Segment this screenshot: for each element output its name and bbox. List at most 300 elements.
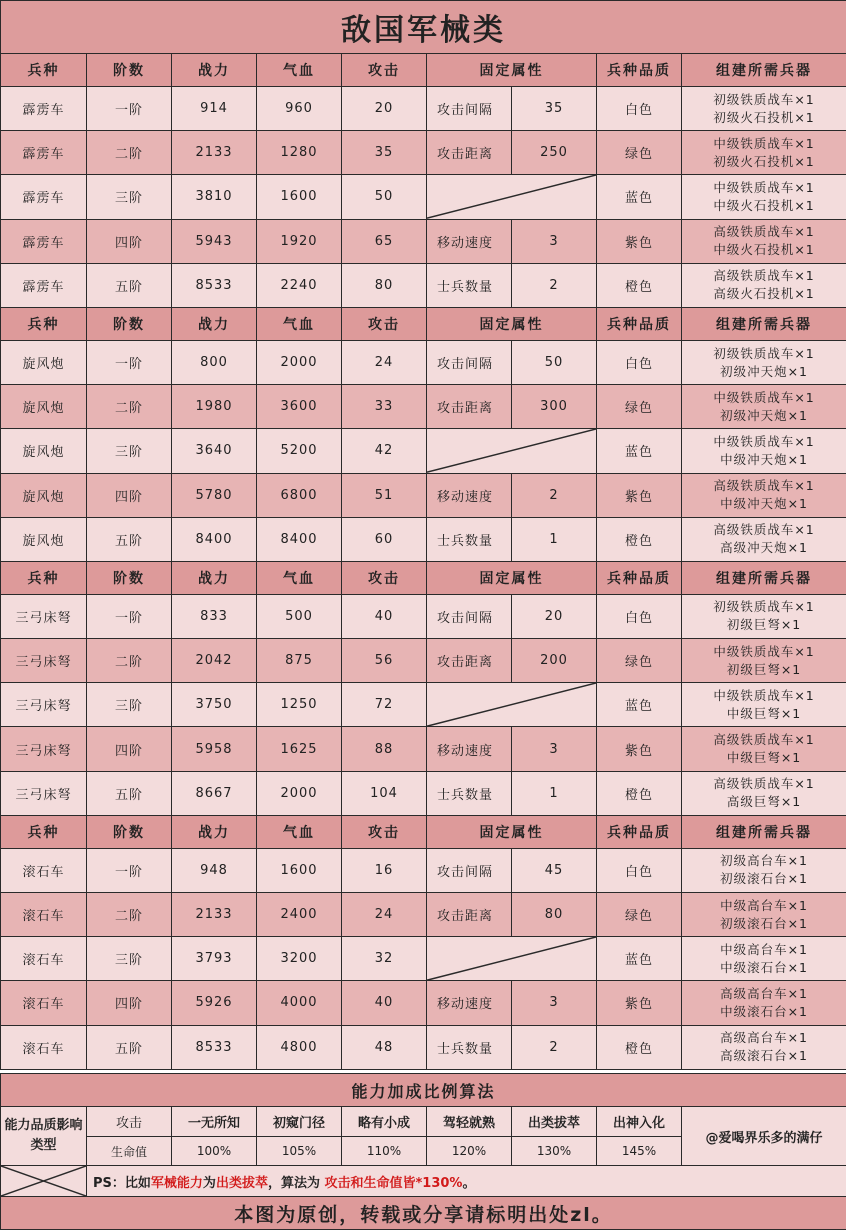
header-power: 战力 — [172, 815, 257, 848]
hp: 5200 — [257, 429, 342, 473]
required-weapons — [682, 517, 846, 561]
author-tag: @爱喝界乐多的满仔 — [682, 1107, 846, 1166]
hp: 2400 — [257, 893, 342, 937]
attack: 104 — [342, 771, 427, 815]
tier: 二阶 — [87, 385, 172, 429]
header-required-weapons: 组建所需兵器 — [682, 815, 846, 848]
ps-text-4: 。 — [462, 1176, 475, 1191]
table-row — [1, 219, 846, 263]
attr-value: 2 — [512, 263, 597, 307]
header-power: 战力 — [172, 307, 257, 340]
quality: 橙色 — [597, 263, 682, 307]
table-row — [1, 771, 846, 815]
quality: 绿色 — [597, 893, 682, 937]
hp-label: 生命值 — [87, 1137, 172, 1166]
attack: 40 — [342, 981, 427, 1025]
attr-name: 移动速度 — [427, 981, 512, 1025]
diagonal-line — [427, 937, 596, 980]
attack: 51 — [342, 473, 427, 517]
table-row — [1, 429, 846, 473]
required-weapon-2: 初级冲天炮×1 — [682, 407, 846, 425]
required-weapons — [682, 473, 846, 517]
ps-text-3: ，算法为 — [268, 1176, 325, 1191]
required-weapon-2: 初级滚石台×1 — [682, 870, 846, 888]
required-weapon-2: 中级滚石台×1 — [682, 959, 846, 977]
unit-name: 滚石车 — [1, 981, 87, 1025]
percent-1: 100% — [172, 1137, 257, 1166]
hp: 1600 — [257, 848, 342, 892]
required-weapon-1: 中级铁质战车×1 — [682, 643, 846, 661]
header-attack: 攻击 — [342, 561, 427, 594]
attr-name: 移动速度 — [427, 219, 512, 263]
power: 948 — [172, 848, 257, 892]
required-weapons — [682, 937, 846, 981]
required-weapon-1: 中级铁质战车×1 — [682, 179, 846, 197]
empty-attr-cell — [427, 937, 597, 981]
required-weapons — [682, 385, 846, 429]
hp: 960 — [257, 87, 342, 131]
header-tier: 阶数 — [87, 54, 172, 87]
required-weapons — [682, 219, 846, 263]
ps-highlight-formula: 攻击和生命值皆*130% — [324, 1176, 462, 1191]
atk-label: 攻击 — [87, 1107, 172, 1137]
required-weapons — [682, 594, 846, 638]
header-fixed-attr: 固定属性 — [427, 815, 597, 848]
percent-2: 105% — [257, 1137, 342, 1166]
attr-value: 35 — [512, 87, 597, 131]
unit-name: 旋风炮 — [1, 517, 87, 561]
attr-value: 3 — [512, 219, 597, 263]
attack: 80 — [342, 263, 427, 307]
power: 8533 — [172, 263, 257, 307]
tier: 三阶 — [87, 683, 172, 727]
required-weapon-1: 高级铁质战车×1 — [682, 731, 846, 749]
hp: 4000 — [257, 981, 342, 1025]
hp: 1280 — [257, 131, 342, 175]
ability-calc-table — [0, 1073, 846, 1230]
header-tier: 阶数 — [87, 307, 172, 340]
header-hp: 气血 — [257, 307, 342, 340]
header-unit: 兵种 — [1, 561, 87, 594]
attr-name: 攻击间隔 — [427, 594, 512, 638]
percent-6: 145% — [597, 1137, 682, 1166]
ps-highlight-ability: 军械能力 — [151, 1176, 203, 1191]
attack: 40 — [342, 594, 427, 638]
required-weapons — [682, 1025, 846, 1069]
attr-name: 移动速度 — [427, 473, 512, 517]
header-hp: 气血 — [257, 815, 342, 848]
ps-text-1: PS：比如 — [93, 1176, 151, 1191]
attr-name: 士兵数量 — [427, 263, 512, 307]
table-row — [1, 131, 846, 175]
attr-value: 250 — [512, 131, 597, 175]
power: 5926 — [172, 981, 257, 1025]
required-weapon-1: 中级高台车×1 — [682, 897, 846, 915]
attr-name: 攻击间隔 — [427, 848, 512, 892]
table-row — [1, 848, 846, 892]
header-required-weapons: 组建所需兵器 — [682, 561, 846, 594]
header-fixed-attr: 固定属性 — [427, 54, 597, 87]
unit-name: 滚石车 — [1, 848, 87, 892]
required-weapons — [682, 639, 846, 683]
power: 2133 — [172, 131, 257, 175]
level-2: 初窥门径 — [257, 1107, 342, 1137]
quality: 绿色 — [597, 639, 682, 683]
quality: 绿色 — [597, 131, 682, 175]
power: 8667 — [172, 771, 257, 815]
level-6: 出神入化 — [597, 1107, 682, 1137]
power: 5958 — [172, 727, 257, 771]
attr-value: 80 — [512, 893, 597, 937]
attr-name: 攻击间隔 — [427, 87, 512, 131]
hp: 875 — [257, 639, 342, 683]
attr-name: 士兵数量 — [427, 771, 512, 815]
tier: 一阶 — [87, 848, 172, 892]
level-1: 一无所知 — [172, 1107, 257, 1137]
unit-name: 三弓床弩 — [1, 594, 87, 638]
required-weapon-1: 中级铁质战车×1 — [682, 687, 846, 705]
table-row — [1, 87, 846, 131]
power: 3640 — [172, 429, 257, 473]
attr-name: 移动速度 — [427, 727, 512, 771]
power: 800 — [172, 340, 257, 384]
tier: 五阶 — [87, 1025, 172, 1069]
header-fixed-attr: 固定属性 — [427, 561, 597, 594]
header-power: 战力 — [172, 561, 257, 594]
tier: 一阶 — [87, 87, 172, 131]
power: 8400 — [172, 517, 257, 561]
required-weapon-2: 初级巨弩×1 — [682, 661, 846, 679]
tier: 四阶 — [87, 981, 172, 1025]
attack: 35 — [342, 131, 427, 175]
attack: 88 — [342, 727, 427, 771]
quality: 紫色 — [597, 219, 682, 263]
attack: 48 — [342, 1025, 427, 1069]
header-unit: 兵种 — [1, 815, 87, 848]
power: 1980 — [172, 385, 257, 429]
required-weapons — [682, 175, 846, 219]
table-row — [1, 937, 846, 981]
table-row — [1, 594, 846, 638]
cross-lines — [1, 1166, 86, 1196]
level-3: 略有小成 — [342, 1107, 427, 1137]
attr-value: 3 — [512, 727, 597, 771]
attr-value: 45 — [512, 848, 597, 892]
unit-name: 霹雳车 — [1, 87, 87, 131]
quality: 绿色 — [597, 385, 682, 429]
attr-name: 攻击距离 — [427, 131, 512, 175]
hp: 2240 — [257, 263, 342, 307]
required-weapon-2: 中级火石投机×1 — [682, 197, 846, 215]
quality: 橙色 — [597, 771, 682, 815]
tier: 五阶 — [87, 263, 172, 307]
tier: 四阶 — [87, 473, 172, 517]
unit-name: 三弓床弩 — [1, 639, 87, 683]
tier: 三阶 — [87, 175, 172, 219]
type-label: 能力品质影响类型 — [1, 1107, 87, 1166]
quality: 蓝色 — [597, 937, 682, 981]
quality: 紫色 — [597, 981, 682, 1025]
required-weapon-1: 高级铁质战车×1 — [682, 521, 846, 539]
power: 2042 — [172, 639, 257, 683]
required-weapon-2: 初级巨弩×1 — [682, 616, 846, 634]
required-weapon-1: 高级高台车×1 — [682, 985, 846, 1003]
table-row — [1, 639, 846, 683]
attack: 20 — [342, 87, 427, 131]
hp: 500 — [257, 594, 342, 638]
unit-name: 三弓床弩 — [1, 771, 87, 815]
header-quality: 兵种品质 — [597, 561, 682, 594]
unit-name: 霹雳车 — [1, 131, 87, 175]
level-4: 驾轻就熟 — [427, 1107, 512, 1137]
power: 914 — [172, 87, 257, 131]
power: 8533 — [172, 1025, 257, 1069]
header-quality: 兵种品质 — [597, 815, 682, 848]
attack: 42 — [342, 429, 427, 473]
attr-name: 攻击距离 — [427, 639, 512, 683]
diagonal-line — [427, 429, 596, 472]
power: 3750 — [172, 683, 257, 727]
attack: 24 — [342, 893, 427, 937]
header-unit: 兵种 — [1, 54, 87, 87]
required-weapon-1: 初级高台车×1 — [682, 852, 846, 870]
tier: 二阶 — [87, 131, 172, 175]
required-weapons — [682, 87, 846, 131]
unit-name: 滚石车 — [1, 893, 87, 937]
attack: 32 — [342, 937, 427, 981]
attack: 72 — [342, 683, 427, 727]
hp: 1250 — [257, 683, 342, 727]
header-attack: 攻击 — [342, 54, 427, 87]
required-weapon-1: 初级铁质战车×1 — [682, 91, 846, 109]
required-weapon-1: 中级铁质战车×1 — [682, 433, 846, 451]
unit-name: 旋风炮 — [1, 473, 87, 517]
header-hp: 气血 — [257, 561, 342, 594]
attr-name: 攻击间隔 — [427, 340, 512, 384]
footer-note: 本图为原创，转载或分享请标明出处zl。 — [1, 1197, 846, 1230]
required-weapon-2: 中级火石投机×1 — [682, 241, 846, 259]
quality: 白色 — [597, 594, 682, 638]
attr-value: 200 — [512, 639, 597, 683]
quality: 蓝色 — [597, 175, 682, 219]
page-title: 敌国军械类 — [1, 1, 846, 54]
required-weapons — [682, 771, 846, 815]
unit-name: 滚石车 — [1, 1025, 87, 1069]
ps-note — [87, 1166, 846, 1197]
required-weapons — [682, 131, 846, 175]
percent-3: 110% — [342, 1137, 427, 1166]
required-weapon-2: 中级巨弩×1 — [682, 749, 846, 767]
power: 3793 — [172, 937, 257, 981]
table-row — [1, 517, 846, 561]
quality: 白色 — [597, 87, 682, 131]
table-row — [1, 340, 846, 384]
power: 2133 — [172, 893, 257, 937]
tier: 一阶 — [87, 594, 172, 638]
empty-cross-cell — [1, 1166, 87, 1197]
unit-name: 三弓床弩 — [1, 683, 87, 727]
attr-value: 2 — [512, 473, 597, 517]
attack: 56 — [342, 639, 427, 683]
required-weapon-2: 中级冲天炮×1 — [682, 495, 846, 513]
attr-value: 50 — [512, 340, 597, 384]
attr-name: 攻击距离 — [427, 893, 512, 937]
quality: 白色 — [597, 340, 682, 384]
required-weapon-1: 中级铁质战车×1 — [682, 389, 846, 407]
required-weapons — [682, 727, 846, 771]
required-weapon-1: 初级铁质战车×1 — [682, 345, 846, 363]
attr-name: 攻击距离 — [427, 385, 512, 429]
hp: 4800 — [257, 1025, 342, 1069]
header-fixed-attr: 固定属性 — [427, 307, 597, 340]
header-power: 战力 — [172, 54, 257, 87]
header-tier: 阶数 — [87, 561, 172, 594]
hp: 6800 — [257, 473, 342, 517]
attr-name: 士兵数量 — [427, 1025, 512, 1069]
attr-value: 1 — [512, 517, 597, 561]
required-weapon-2: 中级冲天炮×1 — [682, 451, 846, 469]
header-unit: 兵种 — [1, 307, 87, 340]
required-weapons — [682, 340, 846, 384]
table-row — [1, 175, 846, 219]
header-quality: 兵种品质 — [597, 307, 682, 340]
tier: 五阶 — [87, 517, 172, 561]
attr-value: 20 — [512, 594, 597, 638]
empty-attr-cell — [427, 683, 597, 727]
quality: 橙色 — [597, 1025, 682, 1069]
tier: 二阶 — [87, 893, 172, 937]
header-hp: 气血 — [257, 54, 342, 87]
power: 5943 — [172, 219, 257, 263]
required-weapons — [682, 981, 846, 1025]
attr-value: 1 — [512, 771, 597, 815]
attack: 16 — [342, 848, 427, 892]
required-weapon-2: 初级火石投机×1 — [682, 153, 846, 171]
attack: 60 — [342, 517, 427, 561]
required-weapon-1: 高级铁质战车×1 — [682, 775, 846, 793]
tier: 二阶 — [87, 639, 172, 683]
required-weapon-2: 初级冲天炮×1 — [682, 363, 846, 381]
hp: 3200 — [257, 937, 342, 981]
attack: 24 — [342, 340, 427, 384]
quality: 蓝色 — [597, 429, 682, 473]
unit-name: 旋风炮 — [1, 340, 87, 384]
header-required-weapons: 组建所需兵器 — [682, 307, 846, 340]
table-row — [1, 981, 846, 1025]
attack: 33 — [342, 385, 427, 429]
required-weapon-1: 高级高台车×1 — [682, 1029, 846, 1047]
table-row — [1, 727, 846, 771]
header-required-weapons: 组建所需兵器 — [682, 54, 846, 87]
quality: 紫色 — [597, 727, 682, 771]
ps-highlight-level: 出类拔萃 — [216, 1176, 268, 1191]
required-weapon-1: 初级铁质战车×1 — [682, 598, 846, 616]
level-5: 出类拔萃 — [512, 1107, 597, 1137]
table-row — [1, 263, 846, 307]
header-quality: 兵种品质 — [597, 54, 682, 87]
table-row — [1, 473, 846, 517]
required-weapons — [682, 893, 846, 937]
power: 833 — [172, 594, 257, 638]
required-weapon-1: 高级铁质战车×1 — [682, 477, 846, 495]
required-weapon-2: 高级冲天炮×1 — [682, 539, 846, 557]
attack: 65 — [342, 219, 427, 263]
required-weapon-1: 中级高台车×1 — [682, 941, 846, 959]
required-weapon-2: 高级巨弩×1 — [682, 793, 846, 811]
unit-name: 霹雳车 — [1, 219, 87, 263]
attr-value: 2 — [512, 1025, 597, 1069]
unit-name: 旋风炮 — [1, 385, 87, 429]
hp: 3600 — [257, 385, 342, 429]
unit-name: 滚石车 — [1, 937, 87, 981]
calc-title: 能力加成比例算法 — [1, 1074, 846, 1107]
tier: 五阶 — [87, 771, 172, 815]
hp: 1920 — [257, 219, 342, 263]
power: 3810 — [172, 175, 257, 219]
quality: 紫色 — [597, 473, 682, 517]
tier: 三阶 — [87, 937, 172, 981]
required-weapons — [682, 683, 846, 727]
required-weapon-2: 高级火石投机×1 — [682, 285, 846, 303]
percent-5: 130% — [512, 1137, 597, 1166]
quality: 蓝色 — [597, 683, 682, 727]
required-weapon-1: 高级铁质战车×1 — [682, 267, 846, 285]
diagonal-line — [427, 175, 596, 218]
attack: 50 — [342, 175, 427, 219]
attr-value: 3 — [512, 981, 597, 1025]
diagonal-line — [427, 683, 596, 726]
header-attack: 攻击 — [342, 307, 427, 340]
hp: 1625 — [257, 727, 342, 771]
required-weapons — [682, 263, 846, 307]
required-weapon-1: 高级铁质战车×1 — [682, 223, 846, 241]
required-weapons — [682, 848, 846, 892]
quality: 橙色 — [597, 517, 682, 561]
required-weapon-1: 中级铁质战车×1 — [682, 135, 846, 153]
required-weapon-2: 初级滚石台×1 — [682, 915, 846, 933]
required-weapon-2: 高级滚石台×1 — [682, 1047, 846, 1065]
tier: 三阶 — [87, 429, 172, 473]
percent-4: 120% — [427, 1137, 512, 1166]
required-weapons — [682, 429, 846, 473]
required-weapon-2: 中级巨弩×1 — [682, 705, 846, 723]
table-row — [1, 683, 846, 727]
quality: 白色 — [597, 848, 682, 892]
unit-name: 旋风炮 — [1, 429, 87, 473]
hp: 2000 — [257, 340, 342, 384]
attr-value: 300 — [512, 385, 597, 429]
hp: 1600 — [257, 175, 342, 219]
empty-attr-cell — [427, 429, 597, 473]
tier: 一阶 — [87, 340, 172, 384]
table-row — [1, 893, 846, 937]
table-row — [1, 385, 846, 429]
unit-name: 霹雳车 — [1, 263, 87, 307]
attr-name: 士兵数量 — [427, 517, 512, 561]
ps-text-2: 为 — [203, 1176, 216, 1191]
unit-name: 三弓床弩 — [1, 727, 87, 771]
unit-name: 霹雳车 — [1, 175, 87, 219]
header-attack: 攻击 — [342, 815, 427, 848]
hp: 2000 — [257, 771, 342, 815]
table-row — [1, 1025, 846, 1069]
tier: 四阶 — [87, 727, 172, 771]
empty-attr-cell — [427, 175, 597, 219]
required-weapon-2: 中级滚石台×1 — [682, 1003, 846, 1021]
required-weapon-2: 初级火石投机×1 — [682, 109, 846, 127]
tier: 四阶 — [87, 219, 172, 263]
power: 5780 — [172, 473, 257, 517]
